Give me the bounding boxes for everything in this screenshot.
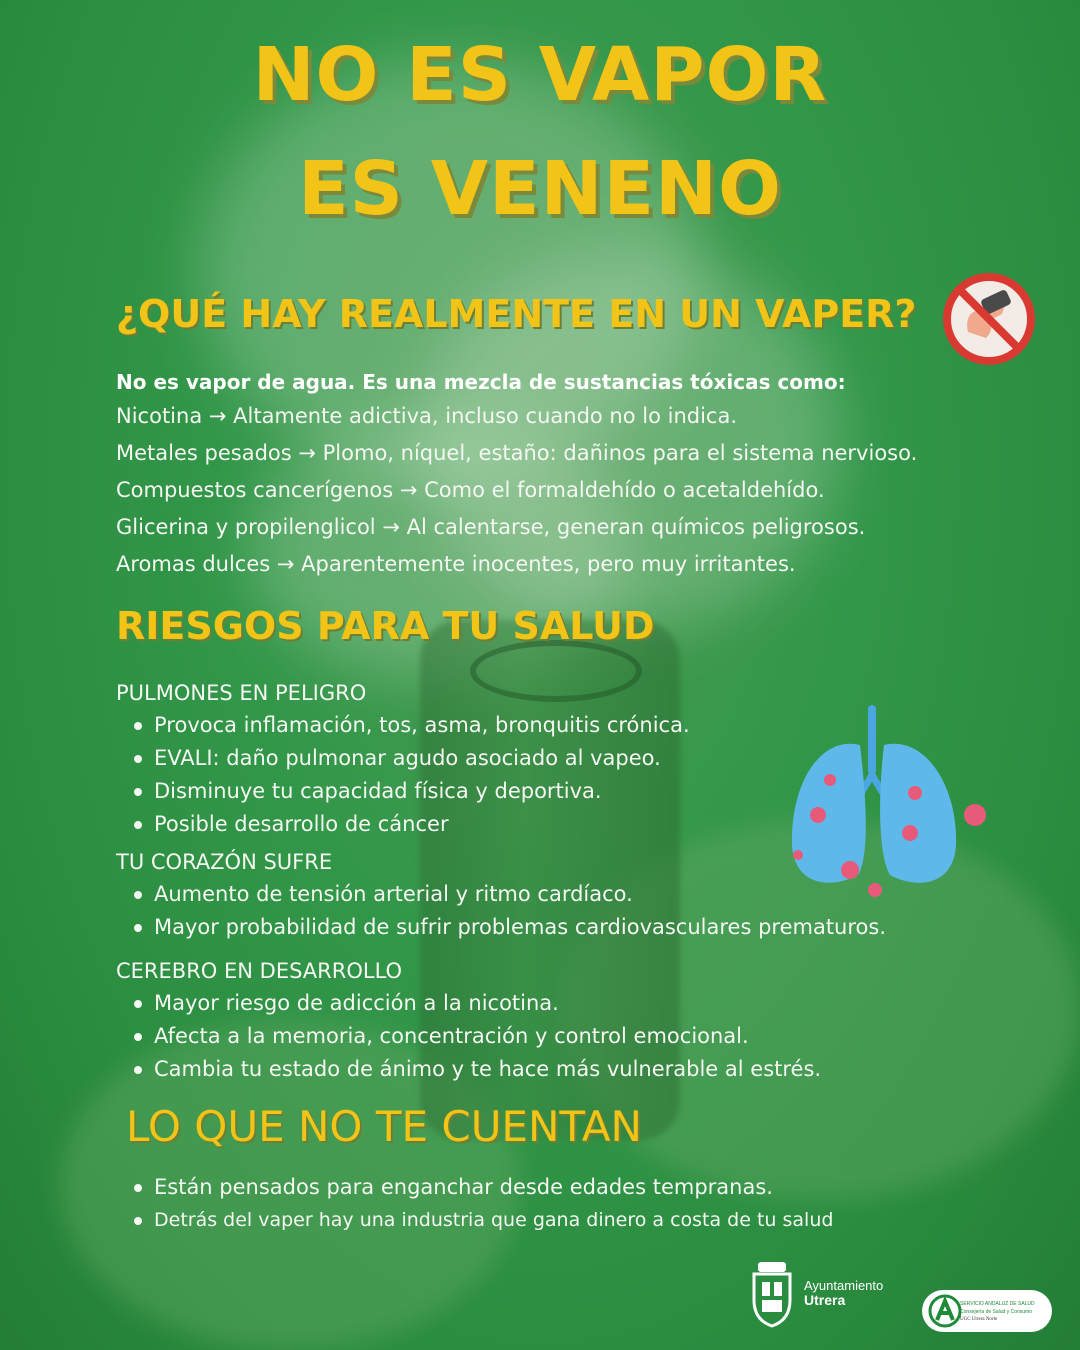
list-cerebro — [132, 988, 821, 1087]
substance-line: Metales pesados → Plomo, níquel, estaño: dañinos para el sistema nervioso. — [116, 441, 918, 465]
list-item: Mayor probabilidad de sufrir problemas cardiovasculares prematuros. — [132, 912, 886, 945]
list-lo-que — [132, 1172, 833, 1238]
substance-line: Compuestos cancerígenos → Como el formaldehído o acetaldehído. — [116, 478, 825, 502]
intro-text: No es vapor de agua. Es una mezcla de sustancias tóxicas como: — [116, 370, 846, 394]
sas-line2: Consejería de Salud y Consumo — [960, 1309, 1032, 1315]
list-item: Provoca inflamación, tos, asma, bronquitis crónica. — [132, 710, 690, 743]
list-item: Disminuye tu capacidad física y deportiva. — [132, 776, 690, 809]
section-heading-lo-que: LO QUE NO TE CUENTAN — [126, 1102, 642, 1151]
vape-ring — [470, 640, 642, 702]
main-title-line1: NO ES VAPOR — [252, 32, 828, 118]
section-heading-riesgos: RIESGOS PARA TU SALUD — [116, 604, 655, 648]
ayuntamiento-label: Ayuntamiento — [804, 1278, 884, 1293]
ayuntamiento-logo-text — [804, 1278, 883, 1308]
substance-line: Aromas dulces → Aparentemente inocentes, pero muy irritantes. — [116, 552, 796, 576]
no-vaping-icon — [942, 272, 1036, 366]
list-corazon — [132, 879, 886, 945]
lungs-virus-icon — [780, 705, 995, 905]
substance-line: Nicotina → Altamente adictiva, incluso cuando no lo indica. — [116, 404, 738, 428]
list-item: Cambia tu estado de ánimo y te hace más vulnerable al estrés. — [132, 1054, 821, 1087]
coat-of-arms-icon — [748, 1260, 796, 1328]
sas-logo — [922, 1290, 1052, 1332]
list-item: EVALI: daño pulmonar agudo asociado al vapeo. — [132, 743, 690, 776]
list-item: Posible desarrollo de cáncer — [132, 809, 690, 842]
list-item: Están pensados para enganchar desde edades tempranas. — [132, 1172, 833, 1205]
group-title-corazon: TU CORAZÓN SUFRE — [116, 850, 333, 874]
group-title-pulmones: PULMONES EN PELIGRO — [116, 681, 367, 705]
sas-logo-icon — [928, 1294, 962, 1328]
list-item: Afecta a la memoria, concentración y control emocional. — [132, 1021, 821, 1054]
list-item: Mayor riesgo de adicción a la nicotina. — [132, 988, 821, 1021]
list-item: Detrás del vaper hay una industria que gana dinero a costa de tu salud — [132, 1205, 833, 1238]
list-item: Aumento de tensión arterial y ritmo cardíaco. — [132, 879, 886, 912]
main-title-line2: ES VENENO — [298, 146, 782, 232]
group-title-cerebro: CEREBRO EN DESARROLLO — [116, 959, 403, 983]
substance-line: Glicerina y propilenglicol → Al calentarse, generan químicos peligrosos. — [116, 515, 866, 539]
sas-line3: UGC Utrera Norte — [960, 1317, 998, 1322]
list-pulmones — [132, 710, 690, 842]
utrera-label: Utrera — [804, 1292, 846, 1308]
section-heading-que-hay: ¿QUÉ HAY REALMENTE EN UN VAPER? — [116, 292, 917, 336]
sas-line1: SERVICIO ANDALUZ DE SALUD — [960, 1301, 1035, 1307]
